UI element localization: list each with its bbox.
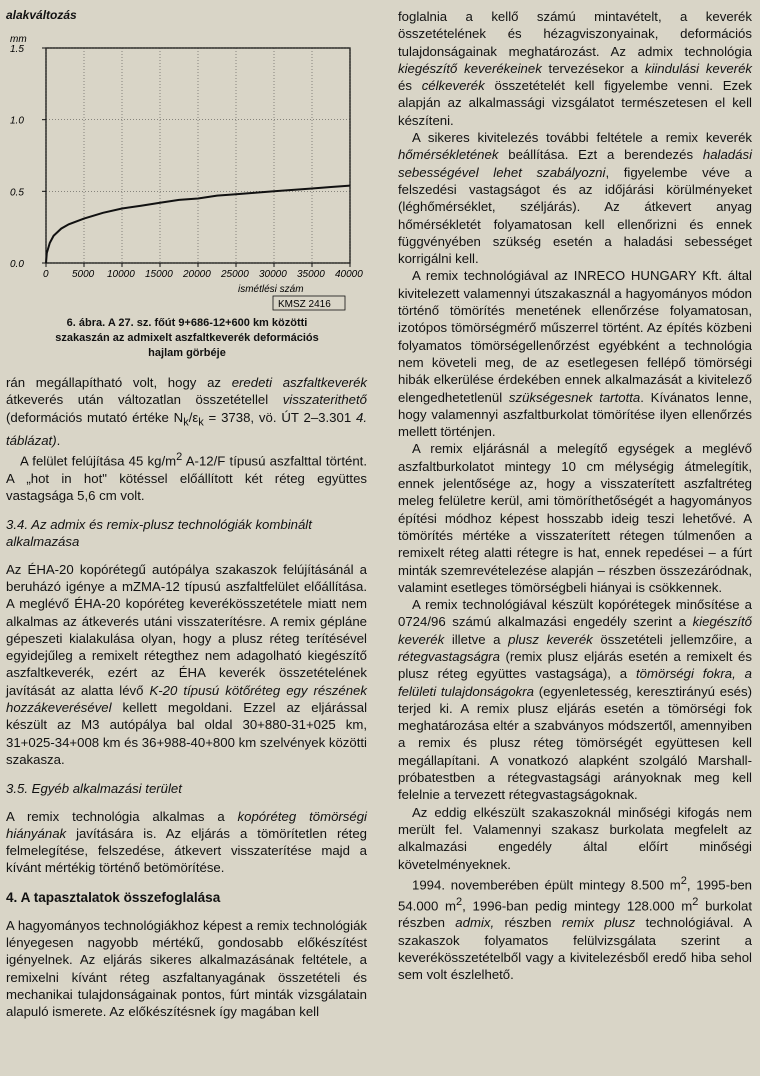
caption-line: 6. ábra. A 27. sz. főút 9+686-12+600 km közötti [66,317,308,329]
paragraph: A felület felújítása 45 $kg/m^2$ A-12/F típusú aszfalttal történt. A „hot in hot" kötéssel előállított két réteg együttes vastagsága 5,6 cm volt. [6,450,367,503]
x-tick-label: 0 [43,269,49,280]
figure-caption [12,316,362,361]
chart-title: alakváltozás [6,8,77,22]
stamp-text: KMSZ 2416 [278,299,331,310]
section-heading: 3.4. Az admix és remix-plusz technológiák kombinált alkalmazása [6,517,312,550]
paragraph: Az eddig elkészült szakaszoknál minőségi kifogás nem merült fel. Valamennyi szakasz burkolata megfelelt az alkalmazási engedély által előírt minőségi követelményeknek. [398,804,752,872]
deformation-curve [46,186,350,263]
deformation-chart [6,26,366,314]
caption-line: hajlam görbéje [148,347,226,359]
y-tick-labels [10,44,24,270]
y-tick-label: 0.0 [10,259,24,270]
paragraph: Az ÉHA-20 kopórétegű autópálya szakaszok felújításánál a beruházó igénye a mZMA-12 típusú aszfaltfelület előállítása. A meglévő ÉHA-20 kopóréteg keverékösszetétele miatt nem alkalmas az átkeverés utáni visszaterítésre. A remix gépláne gépeszeti kialakulása olyan, hogy a plusz réteg terítésével egyidejűleg a remixelt rétegthez nem adagolható kiegészítő aszfaltkeverék, ezért az ÉHA keverék összetételének javítását az alatta lévő K-20 típusú kötőréteg egy részének hozzákeverésével kellett megoldani. Ezzel az eljárással készült az M3 autópálya bal oldal 30+880-31+025 km, 31+025-34+008 km és 36+988-40+800 km szelvények közötti szakasza. [6,561,367,767]
paragraph: A remix technológia alkalmas a kopóréteg tömörségi hiányának javítására is. Az eljárás a tömörítetlen réteg felmelegítése, felszedése, átkevert visszaterítése majd a kívánt mértékig történő betömörítése. [6,808,367,876]
section-heading: 3.5. Egyéb alkalmazási terület [6,781,182,797]
x-tick-label: 15000 [145,269,173,280]
chart-grid [42,48,350,267]
x-tick-label: 30000 [259,269,287,280]
x-tick-label: 20000 [183,269,211,280]
y-tick-label: 1.5 [10,44,24,55]
x-tick-label: 25000 [221,269,249,280]
caption-line: szakaszán az admixelt aszfaltkeverék deformációs [55,332,319,344]
plot-frame [46,48,350,263]
x-tick-label: 40000 [335,269,363,280]
x-tick-label: 35000 [297,269,325,280]
paragraph: A hagyományos technológiákhoz képest a remix technológiák lényegesen nagyobb mértékű, gondosabb előkészítést igényelnek. Az eljárás sikeres alkalmazásának feltétele, a remixelni kívánt réteg aszfaltanyagának összetételi és mechanikai tulajdonságainak pontos, fúrt minták vizsgálatain alapuló ismerete. Az előkészítésnek így magában kell [6,917,367,1020]
paragraph: A sikeres kivitelezés további feltétele a remix keverék hőmérsékletének beállítása. Ezt a berendezés haladási sebességével lehet szabályozni, figyelembe véve a felszedési vastagságot és az időjárási körülményeket (léghőmérséklet, széljárás). Az átkevert anyag hőmérsékletét folyamatosan kell ellenőrizni és ennek függvényében szükség esetén a haladási sebességet korrigálni kell. [398,130,752,267]
x-axis-label: ismétlési szám [238,284,304,295]
paragraph: A remix technológiával készült kopórétegek minősítése a 0724/96 számú alkalmazási engedély szerint a kiegészítő keverék illetve a plusz keverék összetételi jellemzőire, a rétegvastagságra (remix plusz eljárás esetén a remixelt és plusz réteg együttes vastagsága), a tömörségi fokra, a felületi tulajdonságokra (egyenletesség, keresztirányú esés) terjed ki. A remix plusz eljárás esetén a tömörségi fok meghatározása eltér a szabványos módszertől, amennyiben a remix és plusz réteg tömörségét együttesen kell megállapítani. A vonatkozó alapként szolgáló Marshall-próbatestben a rétegvastagsági arányoknak meg kell felelnie a tervezett rétegvastagságoknak. [398,597,753,803]
x-tick-label: 10000 [107,269,135,280]
paragraph: A remix eljárásnál a melegítő egységek a meglévő aszfaltburkolatot mintegy 10 cm mélységig átmelegítik, ennek jelentősége az, hogy a visszaterített aszfaltréteg meleg felületre kerül, ami tömöríthetőségét a hagyományos építési módhoz képest hosszabb ideig teszi lehetővé. A tömörítés mértéke a visszaterített rétegen túlmenően a remixelt réteg alatti rétegre is hat, ennek repedései – a fúrt minták szemrevételezése alapján – részben összezáródnak, valamint esetleges tömörségbeli hiányai is csökkennek. [398,441,752,595]
paragraph: 1994. novemberében épült mintegy 8.500 $m^2$, 1995-ben 54.000 $m^2$, 1996-ban pedig mintegy 128.000 $m^2$ burkolat részben admix, részben remix plusz technológiával. A szakaszok folyamatos felülvizsgálata szerint a keverékösszetételből vagy a kivitelezésből eredő hiba sehol sem volt észlelhető. [398,874,753,983]
right-column [398,8,752,983]
y-axis-unit: mm [10,34,27,45]
paragraph: A remix technológiával az INRECO HUNGARY Kft. által kivitelezett valamennyi útszakasznál a hagyományos módon történő tömörítés menetének ellenőrzése folyamatosan, izotópos tömörségmérő műszerrel történt. Az építés közbeni folyamatos tömörségellenőrzést egyébként a technológia nem követeli meg, de az esetlegesen fellépő tömörségi hibák elkerülése érdekében ennek alkalmazását a kivitelező elengedhetetlenül szükségesnek tartotta. Kívánatos lenne, hogy valamennyi aszfaltburkolat tömörítése ilyen ellenőrzés mellett történjen. [398,268,752,440]
y-tick-label: 1.0 [10,115,24,127]
paragraph: foglalnia a kellő számú mintavételt, a keverék összetételének és hézagviszonyainak, deformációs tulajdonságainak meghatározást. Az admix technológia kiegészítő keverékeinek tervezésekor a kiindulási keverék és célkeverék összetételét kell figyelembe venni. Ezek alapján az alkalmassági vizsgálatot természetesen el kell készíteni. [398,9,753,128]
left-column [6,0,367,1076]
x-tick-label: 5000 [72,269,95,280]
y-tick-label: 0.5 [10,187,24,199]
paragraph: rán megállapítható volt, hogy az eredeti aszfaltkeverék átkeverés után változatlan összetétellel visszaterithető (deformációs mutató értéke $N_k/\varepsilon_k = 3738$, vö. ÚT 2–3.301 4. táblázat). [6,375,367,448]
section-heading: 4. A tapasztalatok összefoglalása [6,889,221,905]
x-tick-labels [43,269,363,280]
left-body [6,374,367,1021]
